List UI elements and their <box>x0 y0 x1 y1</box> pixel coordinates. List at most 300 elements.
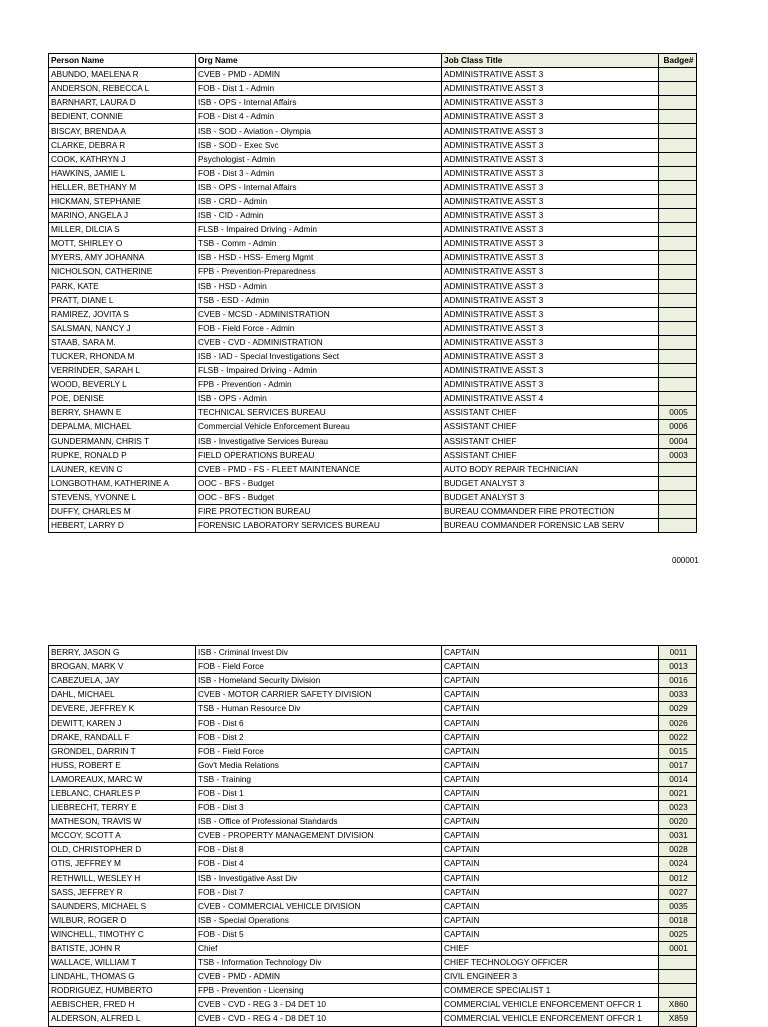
org-name-cell: CVEB - CVD - REG 3 - D4 DET 10 <box>196 998 442 1012</box>
badge-cell: 0024 <box>659 857 697 871</box>
org-name-cell: TSB - Comm - Admin <box>196 237 442 251</box>
badge-cell: 0015 <box>659 744 697 758</box>
person-name-cell: DUFFY, CHARLES M <box>49 505 196 519</box>
header-person-name: Person Name <box>49 54 196 68</box>
badge-cell: 0005 <box>659 406 697 420</box>
org-name-cell: FOB - Dist 1 - Admin <box>196 82 442 96</box>
person-name-cell: DAHL, MICHAEL <box>49 688 196 702</box>
job-class-title-cell: ADMINISTRATIVE ASST 3 <box>442 335 659 349</box>
job-class-title-cell: CAPTAIN <box>442 927 659 941</box>
job-class-title-cell: ADMINISTRATIVE ASST 3 <box>442 110 659 124</box>
job-class-title-cell: ADMINISTRATIVE ASST 3 <box>442 251 659 265</box>
job-class-title-cell: ADMINISTRATIVE ASST 3 <box>442 378 659 392</box>
job-class-title-cell: BUREAU COMMANDER FIRE PROTECTION <box>442 505 659 519</box>
badge-cell <box>659 237 697 251</box>
org-name-cell: ISB - Homeland Security Division <box>196 674 442 688</box>
org-name-cell: FOB - Dist 8 <box>196 843 442 857</box>
job-class-title-cell: COMMERCE SPECIALIST 1 <box>442 984 659 998</box>
person-name-cell: DEPALMA, MICHAEL <box>49 420 196 434</box>
table-row <box>49 251 697 265</box>
badge-cell: 0033 <box>659 688 697 702</box>
person-name-cell: HEBERT, LARRY D <box>49 519 196 533</box>
person-name-cell: PARK, KATE <box>49 279 196 293</box>
person-name-cell: SAUNDERS, MICHAEL S <box>49 899 196 913</box>
person-name-cell: CABEZUELA, JAY <box>49 674 196 688</box>
badge-cell <box>659 223 697 237</box>
org-name-cell: ISB - HSD - Admin <box>196 279 442 293</box>
badge-cell: X860 <box>659 998 697 1012</box>
badge-cell <box>659 378 697 392</box>
org-name-cell: ISB - CRD - Admin <box>196 194 442 208</box>
header-job-class-title: Job Class Title <box>442 54 659 68</box>
job-class-title-cell: CAPTAIN <box>442 857 659 871</box>
badge-cell <box>659 68 697 82</box>
table-row <box>49 674 697 688</box>
job-class-title-cell: ADMINISTRATIVE ASST 3 <box>442 265 659 279</box>
person-name-cell: WILBUR, ROGER D <box>49 913 196 927</box>
header-org-name: Org Name <box>196 54 442 68</box>
table-row <box>49 321 697 335</box>
person-name-cell: WINCHELL, TIMOTHY C <box>49 927 196 941</box>
org-name-cell: Psychologist - Admin <box>196 152 442 166</box>
person-name-cell: VERRINDER, SARAH L <box>49 364 196 378</box>
badge-cell: 0020 <box>659 815 697 829</box>
job-class-title-cell: ADMINISTRATIVE ASST 3 <box>442 180 659 194</box>
org-name-cell: ISB - Office of Professional Standards <box>196 815 442 829</box>
badge-cell: 0013 <box>659 660 697 674</box>
org-name-cell: ISB - Investigative Services Bureau <box>196 434 442 448</box>
job-class-title-cell: ADMINISTRATIVE ASST 3 <box>442 124 659 138</box>
job-class-title-cell: CAPTAIN <box>442 674 659 688</box>
badge-cell <box>659 293 697 307</box>
job-class-title-cell: CHIEF <box>442 941 659 955</box>
org-name-cell: OOC - BFS - Budget <box>196 476 442 490</box>
job-class-title-cell: CAPTAIN <box>442 688 659 702</box>
person-name-cell: POE, DENISE <box>49 392 196 406</box>
job-class-title-cell: ADMINISTRATIVE ASST 3 <box>442 96 659 110</box>
org-name-cell: Commercial Vehicle Enforcement Bureau <box>196 420 442 434</box>
badge-cell: 0031 <box>659 829 697 843</box>
org-name-cell: FLSB - Impaired Driving - Admin <box>196 364 442 378</box>
badge-cell: 0027 <box>659 885 697 899</box>
person-name-cell: WOOD, BEVERLY L <box>49 378 196 392</box>
table-row <box>49 772 697 786</box>
badge-cell: 0014 <box>659 772 697 786</box>
org-name-cell: ISB - HSD - HSS- Emerg Mgmt <box>196 251 442 265</box>
org-name-cell: CVEB - PROPERTY MANAGEMENT DIVISION <box>196 829 442 843</box>
badge-cell: 0026 <box>659 716 697 730</box>
person-name-cell: MILLER, DILCIA S <box>49 223 196 237</box>
table-row <box>49 378 697 392</box>
person-name-cell: HAWKINS, JAMIE L <box>49 166 196 180</box>
table-row <box>49 519 697 533</box>
org-name-cell: FOB - Dist 7 <box>196 885 442 899</box>
person-name-cell: STEVENS, YVONNE L <box>49 490 196 504</box>
org-name-cell: TSB - Human Resource Div <box>196 702 442 716</box>
org-name-cell: TSB - ESD - Admin <box>196 293 442 307</box>
person-name-cell: ALDERSON, ALFRED L <box>49 1012 196 1026</box>
badge-cell <box>659 307 697 321</box>
job-class-title-cell: AUTO BODY REPAIR TECHNICIAN <box>442 462 659 476</box>
person-name-cell: HUSS, ROBERT E <box>49 758 196 772</box>
table-row <box>49 702 697 716</box>
table-row <box>49 434 697 448</box>
job-class-title-cell: COMMERCIAL VEHICLE ENFORCEMENT OFFCR 1 <box>442 1012 659 1026</box>
table-row <box>49 406 697 420</box>
org-name-cell: FIELD OPERATIONS BUREAU <box>196 448 442 462</box>
job-class-title-cell: ADMINISTRATIVE ASST 3 <box>442 223 659 237</box>
job-class-title-cell: ADMINISTRATIVE ASST 3 <box>442 152 659 166</box>
badge-cell: 0001 <box>659 941 697 955</box>
job-class-title-cell: CAPTAIN <box>442 646 659 660</box>
job-class-title-cell: CAPTAIN <box>442 913 659 927</box>
job-class-title-cell: CAPTAIN <box>442 843 659 857</box>
person-name-cell: OLD, CHRISTOPHER D <box>49 843 196 857</box>
table-row <box>49 660 697 674</box>
table-row <box>49 956 697 970</box>
person-name-cell: NICHOLSON, CATHERINE <box>49 265 196 279</box>
table-row <box>49 490 697 504</box>
person-name-cell: BROGAN, MARK V <box>49 660 196 674</box>
job-class-title-cell: CAPTAIN <box>442 829 659 843</box>
person-name-cell: BARNHART, LAURA D <box>49 96 196 110</box>
org-name-cell: ISB - SOD - Aviation - Olympia <box>196 124 442 138</box>
badge-cell: 0012 <box>659 871 697 885</box>
badge-cell: 0011 <box>659 646 697 660</box>
person-name-cell: CLARKE, DEBRA R <box>49 138 196 152</box>
org-name-cell: ISB - OPS - Internal Affairs <box>196 96 442 110</box>
org-name-cell: ISB - OPS - Admin <box>196 392 442 406</box>
person-name-cell: OTIS, JEFFREY M <box>49 857 196 871</box>
badge-cell <box>659 152 697 166</box>
person-name-cell: DEVERE, JEFFREY K <box>49 702 196 716</box>
person-name-cell: GRONDEL, DARRIN T <box>49 744 196 758</box>
badge-cell: 0028 <box>659 843 697 857</box>
table-row <box>49 265 697 279</box>
table-row <box>49 646 697 660</box>
job-class-title-cell: CAPTAIN <box>442 772 659 786</box>
table-row <box>49 209 697 223</box>
org-name-cell: CVEB - COMMERCIAL VEHICLE DIVISION <box>196 899 442 913</box>
badge-cell <box>659 462 697 476</box>
person-name-cell: PRATT, DIANE L <box>49 293 196 307</box>
table-row <box>49 829 697 843</box>
table-row <box>49 82 697 96</box>
job-class-title-cell: CAPTAIN <box>442 716 659 730</box>
job-class-title-cell: ADMINISTRATIVE ASST 3 <box>442 237 659 251</box>
table-row <box>49 237 697 251</box>
person-name-cell: BERRY, JASON G <box>49 646 196 660</box>
badge-cell <box>659 519 697 533</box>
table-row <box>49 124 697 138</box>
badge-cell: 0023 <box>659 801 697 815</box>
badge-cell <box>659 321 697 335</box>
person-name-cell: SASS, JEFFREY R <box>49 885 196 899</box>
person-name-cell: DEWITT, KAREN J <box>49 716 196 730</box>
org-name-cell: CVEB - PMD - ADMIN <box>196 970 442 984</box>
person-name-cell: MARINO, ANGELA J <box>49 209 196 223</box>
job-class-title-cell: ADMINISTRATIVE ASST 3 <box>442 138 659 152</box>
badge-cell: 0018 <box>659 913 697 927</box>
org-name-cell: ISB - OPS - Internal Affairs <box>196 180 442 194</box>
table-row <box>49 335 697 349</box>
badge-cell <box>659 349 697 363</box>
table-row <box>49 984 697 998</box>
org-name-cell: FOB - Dist 4 - Admin <box>196 110 442 124</box>
org-name-cell: ISB - Criminal Invest Div <box>196 646 442 660</box>
badge-cell <box>659 82 697 96</box>
person-name-cell: ABUNDO, MAELENA R <box>49 68 196 82</box>
table-row <box>49 364 697 378</box>
org-name-cell: OOC - BFS - Budget <box>196 490 442 504</box>
person-name-cell: BERRY, SHAWN E <box>49 406 196 420</box>
job-class-title-cell: CAPTAIN <box>442 758 659 772</box>
table-row <box>49 279 697 293</box>
table-row <box>49 223 697 237</box>
person-name-cell: WALLACE, WILLIAM T <box>49 956 196 970</box>
table-row <box>49 194 697 208</box>
person-name-cell: RODRIGUEZ, HUMBERTO <box>49 984 196 998</box>
table-row <box>49 462 697 476</box>
person-name-cell: RETHWILL, WESLEY H <box>49 871 196 885</box>
badge-cell <box>659 279 697 293</box>
table-row <box>49 166 697 180</box>
table-row <box>49 843 697 857</box>
table-row <box>49 307 697 321</box>
job-class-title-cell: ADMINISTRATIVE ASST 3 <box>442 321 659 335</box>
badge-cell <box>659 335 697 349</box>
job-class-title-cell: ADMINISTRATIVE ASST 3 <box>442 166 659 180</box>
org-name-cell: FOB - Dist 6 <box>196 716 442 730</box>
job-class-title-cell: BUDGET ANALYST 3 <box>442 490 659 504</box>
job-class-title-cell: ADMINISTRATIVE ASST 3 <box>442 364 659 378</box>
org-name-cell: FOB - Dist 5 <box>196 927 442 941</box>
badge-cell <box>659 251 697 265</box>
table-row <box>49 68 697 82</box>
badge-cell <box>659 956 697 970</box>
person-name-cell: BATISTE, JOHN R <box>49 941 196 955</box>
org-name-cell: FPB - Prevention-Preparedness <box>196 265 442 279</box>
table-row <box>49 180 697 194</box>
badge-cell: X859 <box>659 1012 697 1026</box>
person-name-cell: LEBLANC, CHARLES P <box>49 786 196 800</box>
person-name-cell: GUNDERMANN, CHRIS T <box>49 434 196 448</box>
person-name-cell: MCCOY, SCOTT A <box>49 829 196 843</box>
job-class-title-cell: CIVIL ENGINEER 3 <box>442 970 659 984</box>
org-name-cell: FLSB - Impaired Driving - Admin <box>196 223 442 237</box>
job-class-title-cell: BUDGET ANALYST 3 <box>442 476 659 490</box>
org-name-cell: CVEB - PMD - ADMIN <box>196 68 442 82</box>
badge-cell <box>659 505 697 519</box>
org-name-cell: CVEB - PMD - FS - FLEET MAINTENANCE <box>196 462 442 476</box>
badge-cell <box>659 138 697 152</box>
person-name-cell: HELLER, BETHANY M <box>49 180 196 194</box>
job-class-title-cell: CAPTAIN <box>442 815 659 829</box>
org-name-cell: FIRE PROTECTION BUREAU <box>196 505 442 519</box>
badge-cell <box>659 110 697 124</box>
table-row <box>49 293 697 307</box>
person-name-cell: SALSMAN, NANCY J <box>49 321 196 335</box>
person-name-cell: BISCAY, BRENDA A <box>49 124 196 138</box>
job-class-title-cell: CAPTAIN <box>442 702 659 716</box>
table-row <box>49 688 697 702</box>
badge-cell: 0022 <box>659 730 697 744</box>
job-class-title-cell: ADMINISTRATIVE ASST 3 <box>442 82 659 96</box>
table-header-row <box>49 54 697 68</box>
job-class-title-cell: ADMINISTRATIVE ASST 4 <box>442 392 659 406</box>
table-row <box>49 96 697 110</box>
job-class-title-cell: CAPTAIN <box>442 660 659 674</box>
org-name-cell: FPB - Prevention - Licensing <box>196 984 442 998</box>
badge-cell <box>659 984 697 998</box>
person-name-cell: MATHESON, TRAVIS W <box>49 815 196 829</box>
person-name-cell: MYERS, AMY JOHANNA <box>49 251 196 265</box>
header-badge: Badge# <box>659 54 697 68</box>
person-name-cell: HICKMAN, STEPHANIE <box>49 194 196 208</box>
table-row <box>49 744 697 758</box>
person-name-cell: LAUNER, KEVIN C <box>49 462 196 476</box>
badge-cell: 0021 <box>659 786 697 800</box>
job-class-title-cell: COMMERCIAL VEHICLE ENFORCEMENT OFFCR 1 <box>442 998 659 1012</box>
badge-cell: 0025 <box>659 927 697 941</box>
table-row <box>49 801 697 815</box>
job-class-title-cell: ASSISTANT CHIEF <box>442 434 659 448</box>
org-name-cell: ISB - SOD - Exec Svc <box>196 138 442 152</box>
person-name-cell: AEBISCHER, FRED H <box>49 998 196 1012</box>
person-name-cell: LIEBRECHT, TERRY E <box>49 801 196 815</box>
org-name-cell: Gov't Media Relations <box>196 758 442 772</box>
table-row <box>49 815 697 829</box>
badge-cell: 0029 <box>659 702 697 716</box>
org-name-cell: FOB - Field Force - Admin <box>196 321 442 335</box>
org-name-cell: ISB - CID - Admin <box>196 209 442 223</box>
table-row <box>49 941 697 955</box>
table-row <box>49 505 697 519</box>
job-class-title-cell: ASSISTANT CHIEF <box>442 448 659 462</box>
table-row <box>49 138 697 152</box>
org-name-cell: CVEB - CVD - REG 4 - D8 DET 10 <box>196 1012 442 1026</box>
table-row <box>49 110 697 124</box>
org-name-cell: FOB - Field Force <box>196 660 442 674</box>
table-row <box>49 885 697 899</box>
badge-cell <box>659 180 697 194</box>
person-name-cell: COOK, KATHRYN J <box>49 152 196 166</box>
person-name-cell: LINDAHL, THOMAS G <box>49 970 196 984</box>
roster-table-bottom <box>48 645 697 1027</box>
page-number: 000001 <box>672 556 699 565</box>
person-name-cell: LAMOREAUX, MARC W <box>49 772 196 786</box>
badge-cell <box>659 166 697 180</box>
badge-cell <box>659 194 697 208</box>
table-row <box>49 476 697 490</box>
org-name-cell: FOB - Dist 1 <box>196 786 442 800</box>
badge-cell <box>659 364 697 378</box>
job-class-title-cell: ASSISTANT CHIEF <box>442 420 659 434</box>
person-name-cell: LONGBOTHAM, KATHERINE A <box>49 476 196 490</box>
table-row <box>49 970 697 984</box>
job-class-title-cell: CAPTAIN <box>442 730 659 744</box>
job-class-title-cell: CAPTAIN <box>442 899 659 913</box>
roster-table-top <box>48 53 697 533</box>
job-class-title-cell: ADMINISTRATIVE ASST 3 <box>442 349 659 363</box>
org-name-cell: CVEB - MCSD - ADMINISTRATION <box>196 307 442 321</box>
org-name-cell: FOB - Dist 3 <box>196 801 442 815</box>
badge-cell: 0017 <box>659 758 697 772</box>
badge-cell: 0035 <box>659 899 697 913</box>
person-name-cell: RUPKE, RONALD P <box>49 448 196 462</box>
org-name-cell: FOB - Field Force <box>196 744 442 758</box>
org-name-cell: CVEB - MOTOR CARRIER SAFETY DIVISION <box>196 688 442 702</box>
badge-cell <box>659 970 697 984</box>
badge-cell <box>659 265 697 279</box>
table-row <box>49 913 697 927</box>
job-class-title-cell: ADMINISTRATIVE ASST 3 <box>442 68 659 82</box>
table-row <box>49 152 697 166</box>
org-name-cell: FOB - Dist 3 - Admin <box>196 166 442 180</box>
job-class-title-cell: CAPTAIN <box>442 871 659 885</box>
badge-cell <box>659 124 697 138</box>
org-name-cell: Chief <box>196 941 442 955</box>
job-class-title-cell: CAPTAIN <box>442 744 659 758</box>
table-row <box>49 349 697 363</box>
person-name-cell: TUCKER, RHONDA M <box>49 349 196 363</box>
table-row <box>49 716 697 730</box>
job-class-title-cell: BUREAU COMMANDER FORENSIC LAB SERV <box>442 519 659 533</box>
table-row <box>49 871 697 885</box>
table-row <box>49 899 697 913</box>
table-row <box>49 730 697 744</box>
org-name-cell: FORENSIC LABORATORY SERVICES BUREAU <box>196 519 442 533</box>
org-name-cell: TSB - Training <box>196 772 442 786</box>
badge-cell: 0004 <box>659 434 697 448</box>
badge-cell: 0003 <box>659 448 697 462</box>
badge-cell <box>659 490 697 504</box>
job-class-title-cell: ADMINISTRATIVE ASST 3 <box>442 293 659 307</box>
org-name-cell: ISB - Investigative Asst Div <box>196 871 442 885</box>
person-name-cell: BEDIENT, CONNIE <box>49 110 196 124</box>
org-name-cell: TECHNICAL SERVICES BUREAU <box>196 406 442 420</box>
org-name-cell: FPB - Prevention - Admin <box>196 378 442 392</box>
job-class-title-cell: ADMINISTRATIVE ASST 3 <box>442 194 659 208</box>
badge-cell: 0006 <box>659 420 697 434</box>
table-row <box>49 758 697 772</box>
person-name-cell: MOTT, SHIRLEY O <box>49 237 196 251</box>
org-name-cell: ISB - Special Operations <box>196 913 442 927</box>
job-class-title-cell: ADMINISTRATIVE ASST 3 <box>442 209 659 223</box>
table-row <box>49 927 697 941</box>
person-name-cell: DRAKE, RANDALL F <box>49 730 196 744</box>
org-name-cell: TSB - Information Technology Div <box>196 956 442 970</box>
person-name-cell: STAAB, SARA M. <box>49 335 196 349</box>
job-class-title-cell: CAPTAIN <box>442 801 659 815</box>
job-class-title-cell: ADMINISTRATIVE ASST 3 <box>442 307 659 321</box>
table-row <box>49 857 697 871</box>
table-row <box>49 392 697 406</box>
org-name-cell: FOB - Dist 2 <box>196 730 442 744</box>
org-name-cell: ISB - IAD - Special Investigations Sect <box>196 349 442 363</box>
table-row <box>49 420 697 434</box>
badge-cell <box>659 392 697 406</box>
table-row <box>49 448 697 462</box>
org-name-cell: FOB - Dist 4 <box>196 857 442 871</box>
job-class-title-cell: CHIEF TECHNOLOGY OFFICER <box>442 956 659 970</box>
person-name-cell: RAMIREZ, JOVITA S <box>49 307 196 321</box>
job-class-title-cell: CAPTAIN <box>442 885 659 899</box>
badge-cell <box>659 96 697 110</box>
job-class-title-cell: CAPTAIN <box>442 786 659 800</box>
org-name-cell: CVEB - CVD - ADMINISTRATION <box>196 335 442 349</box>
badge-cell <box>659 209 697 223</box>
